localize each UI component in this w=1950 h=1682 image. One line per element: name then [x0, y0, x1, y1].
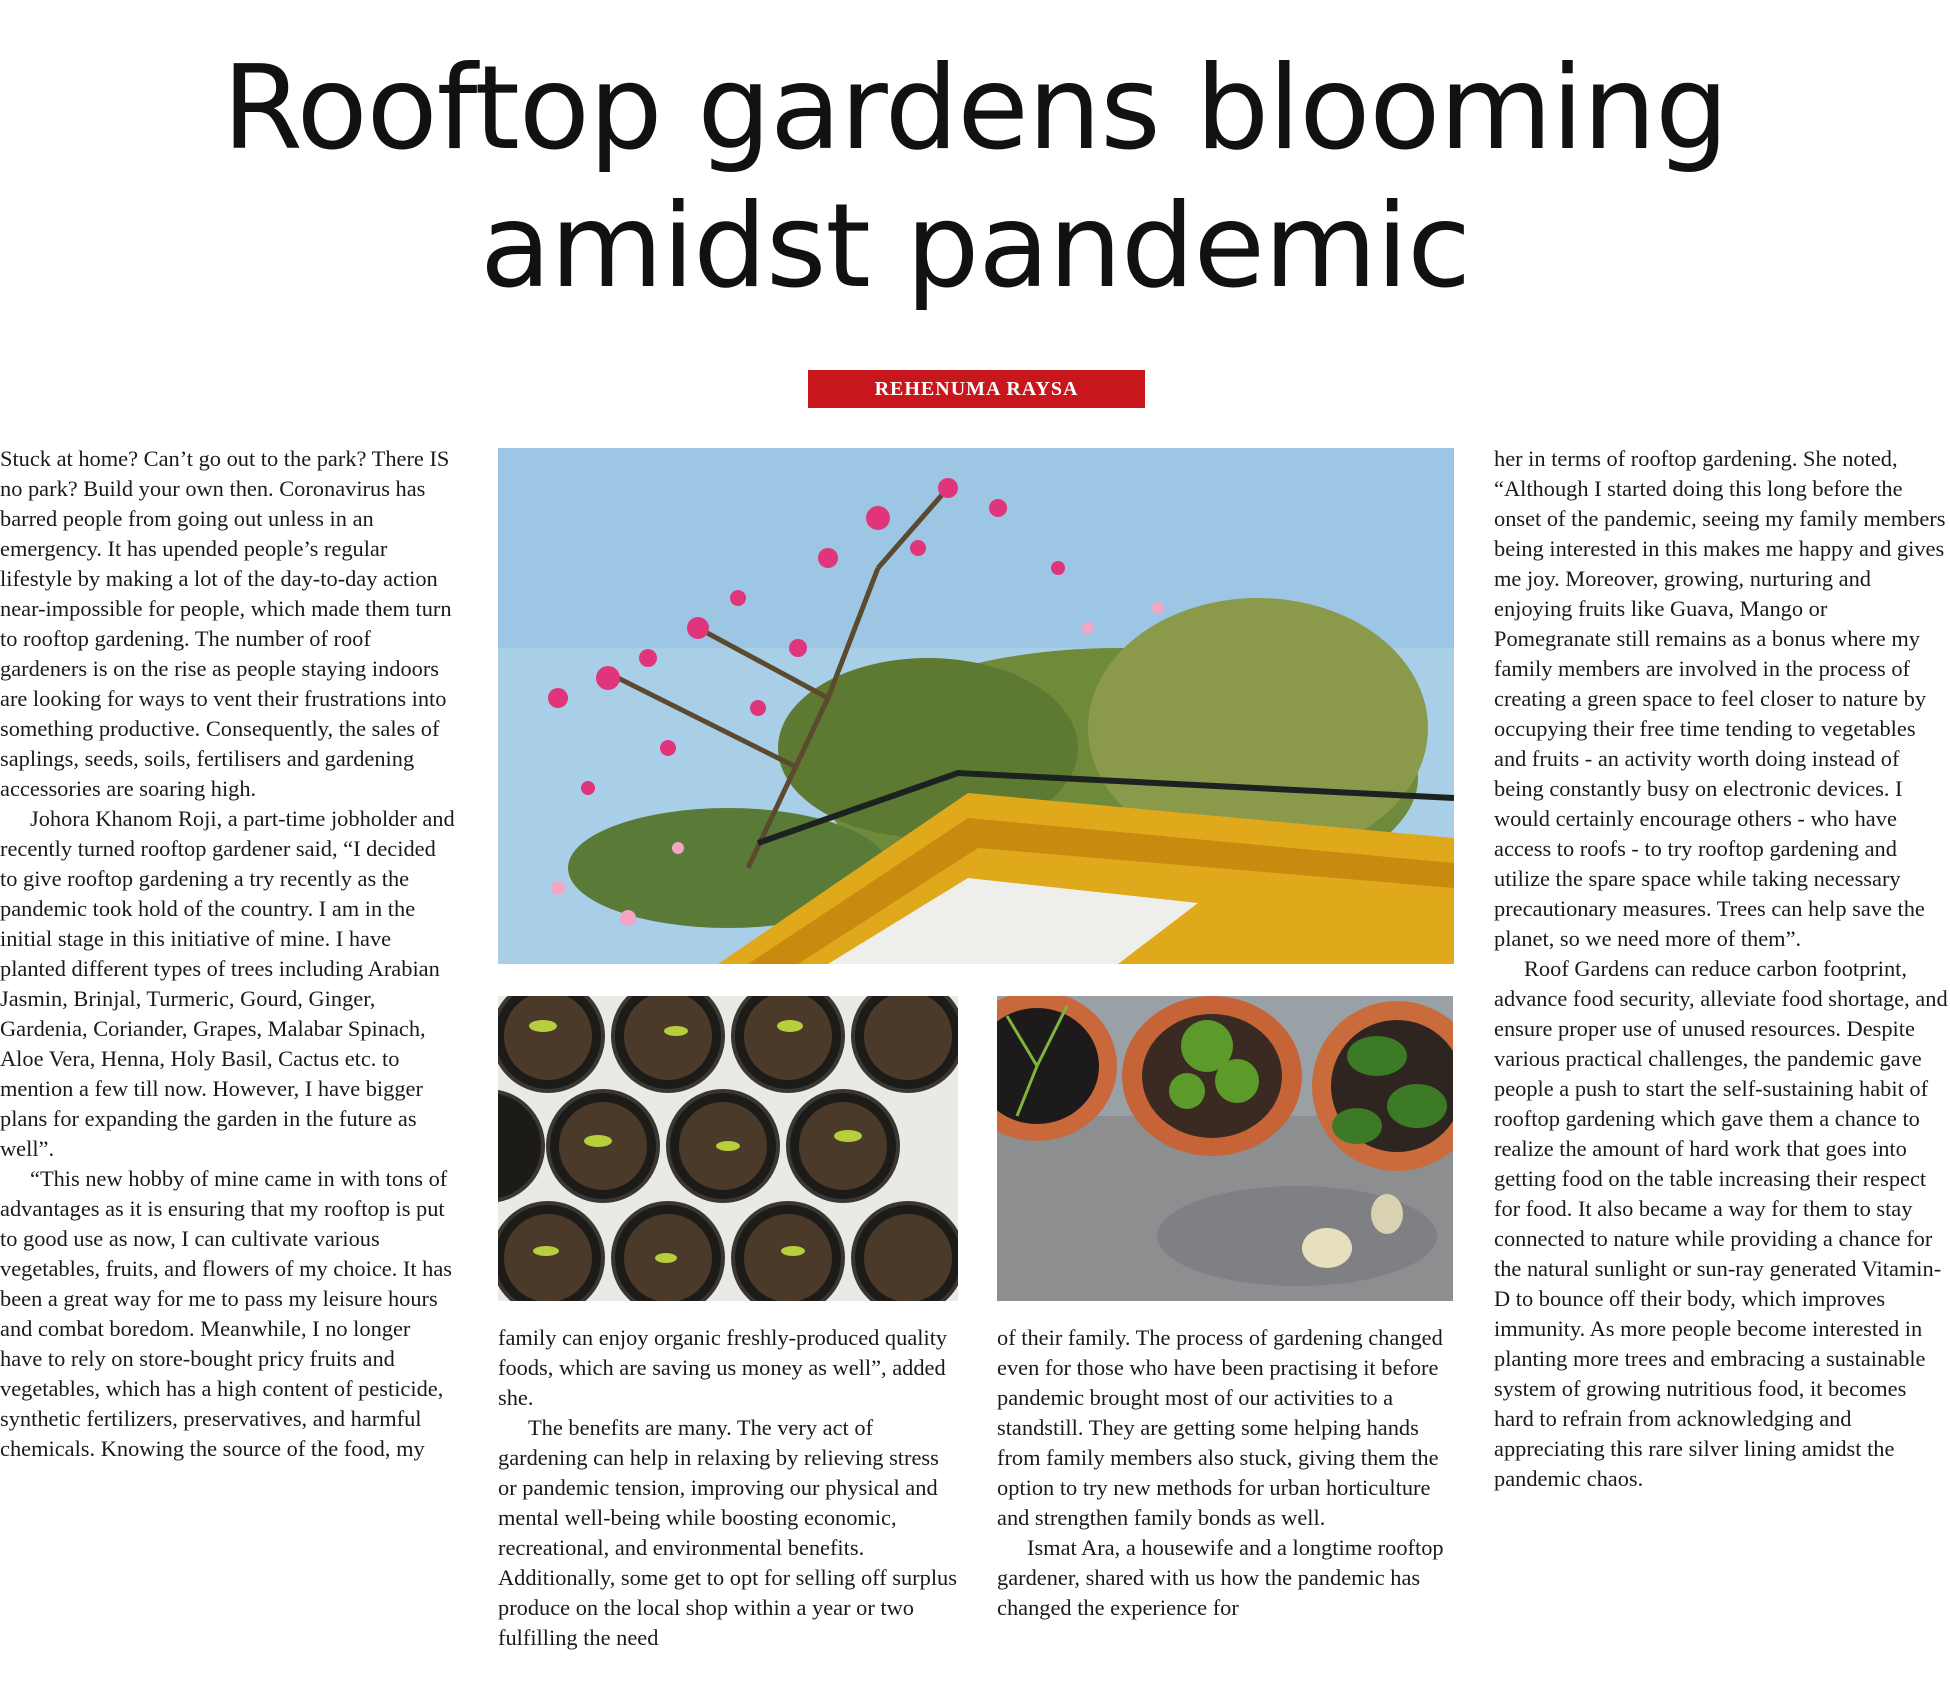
headline — [0, 40, 1950, 316]
article-column-4 — [1494, 444, 1949, 1494]
herb-pots-photo — [997, 996, 1453, 1301]
paragraph: her in terms of rooftop gardening. She noted, “Although I started doing this long before the onset of the pandemic, seeing my family members being interested in this makes me happy and gives me joy. Moreover, growing, nurturing and enjoying fruits like Guava, Mango or Pomegranate still remains as a bonus where my family members are involved in the process of creating a green space to feel closer to nature by occupying their free time tending to vegetables and fruits - an activity worth doing instead of being constantly busy on electronic devices. I would certainly encourage others - who have access to roofs - to try rooftop gardening and utilize the spare space while taking necessary precautionary measures. Trees can help save the planet, so we need more of them”. — [1494, 446, 1946, 951]
paragraph: “This new hobby of mine came in with tons of advantages as it is ensuring that my rooftop is put to good use as now, I can cultivate various vegetables, fruits, and flowers of my choice. It has been a great way for me to pass my leisure hours and combat boredom. Meanwhile, I no longer have to rely on store-bought pricy fruits and vegetables, which has a high content of pesticide, synthetic fertilizers, preservatives, and harmful chemicals. Knowing the source of the food, my — [0, 1166, 453, 1461]
paragraph: Roof Gardens can reduce carbon footprint, advance food security, alleviate food shortage, and ensure proper use of unused resources. Despite various practical challenges, the pandemic gave people a push to start the self-sustaining habit of rooftop gardening which gave them a chance to realize the amount of hard work that goes into getting food on the table increasing their respect for food. It also became a way for them to stay connected to nature while providing a chance for the natural sunlight or sun-ray generated Vitamin-D to bounce off their body, which improves immunity. As more people become interested in planting more trees and embracing a sustainable system of growing nutritious food, it becomes hard to refrain from acknowledging and appreciating this rare silver lining amidst the pandemic chaos. — [1494, 956, 1948, 1491]
paragraph: family can enjoy organic freshly-produced quality foods, which are saving us money as well”, added she. — [498, 1325, 948, 1410]
seedling-pots-photo — [498, 996, 958, 1301]
paragraph: Stuck at home? Can’t go out to the park? There IS no park? Build your own then. Coronavirus has barred people from going out unless in an emergency. It has upended people’s regular lifestyle by making a lot of the day-to-day action near-impossible for people, which made them turn to rooftop gardening. The number of roof gardeners is on the rise as people staying indoors are looking for ways to vent their frustrations into something productive. Consequently, the sales of saplings, seeds, soils, fertilisers and gardening accessories are soaring high. — [0, 446, 452, 801]
rooftop-garden-photo — [498, 448, 1454, 964]
article-column-2 — [498, 1323, 958, 1653]
article-column-3 — [997, 1323, 1452, 1623]
paragraph: Johora Khanom Roji, a part-time jobholder and recently turned rooftop gardener said, “I decided to give rooftop gardening a try recently as the pandemic took hold of the country. I am in the initial stage in this initiative of mine. I have planted different types of trees including Arabian Jasmin, Brinjal, Turmeric, Gourd, Ginger, Gardenia, Coriander, Grapes, Malabar Spinach, Aloe Vera, Henna, Holy Basil, Cactus etc. to mention a few till now. However, I have bigger plans for expanding the garden in the future as well”. — [0, 806, 455, 1161]
paragraph: of their family. The process of gardening changed even for those who have been practising it before pandemic brought most of our activities to a standstill. They are getting some helping hands from family members also stuck, giving them the option to try new methods for urban horticulture and strengthen family bonds as well. — [997, 1325, 1443, 1530]
paragraph: The benefits are many. The very act of gardening can help in relaxing by relieving stress or pandemic tension, improving our physical and mental well-being while boosting economic, recreational, and environmental benefits. Additionally, some get to opt for selling off surplus produce on the local shop within a year or two fulfilling the need — [498, 1415, 957, 1650]
paragraph: Ismat Ara, a housewife and a longtime rooftop gardener, shared with us how the pandemic has changed the experience for — [997, 1535, 1444, 1620]
article-column-1 — [0, 444, 455, 1464]
headline-line-2: amidst pandemic — [480, 179, 1470, 314]
headline-line-1: Rooftop gardens blooming — [222, 41, 1728, 176]
byline: REHENUMA RAYSA — [808, 370, 1145, 408]
